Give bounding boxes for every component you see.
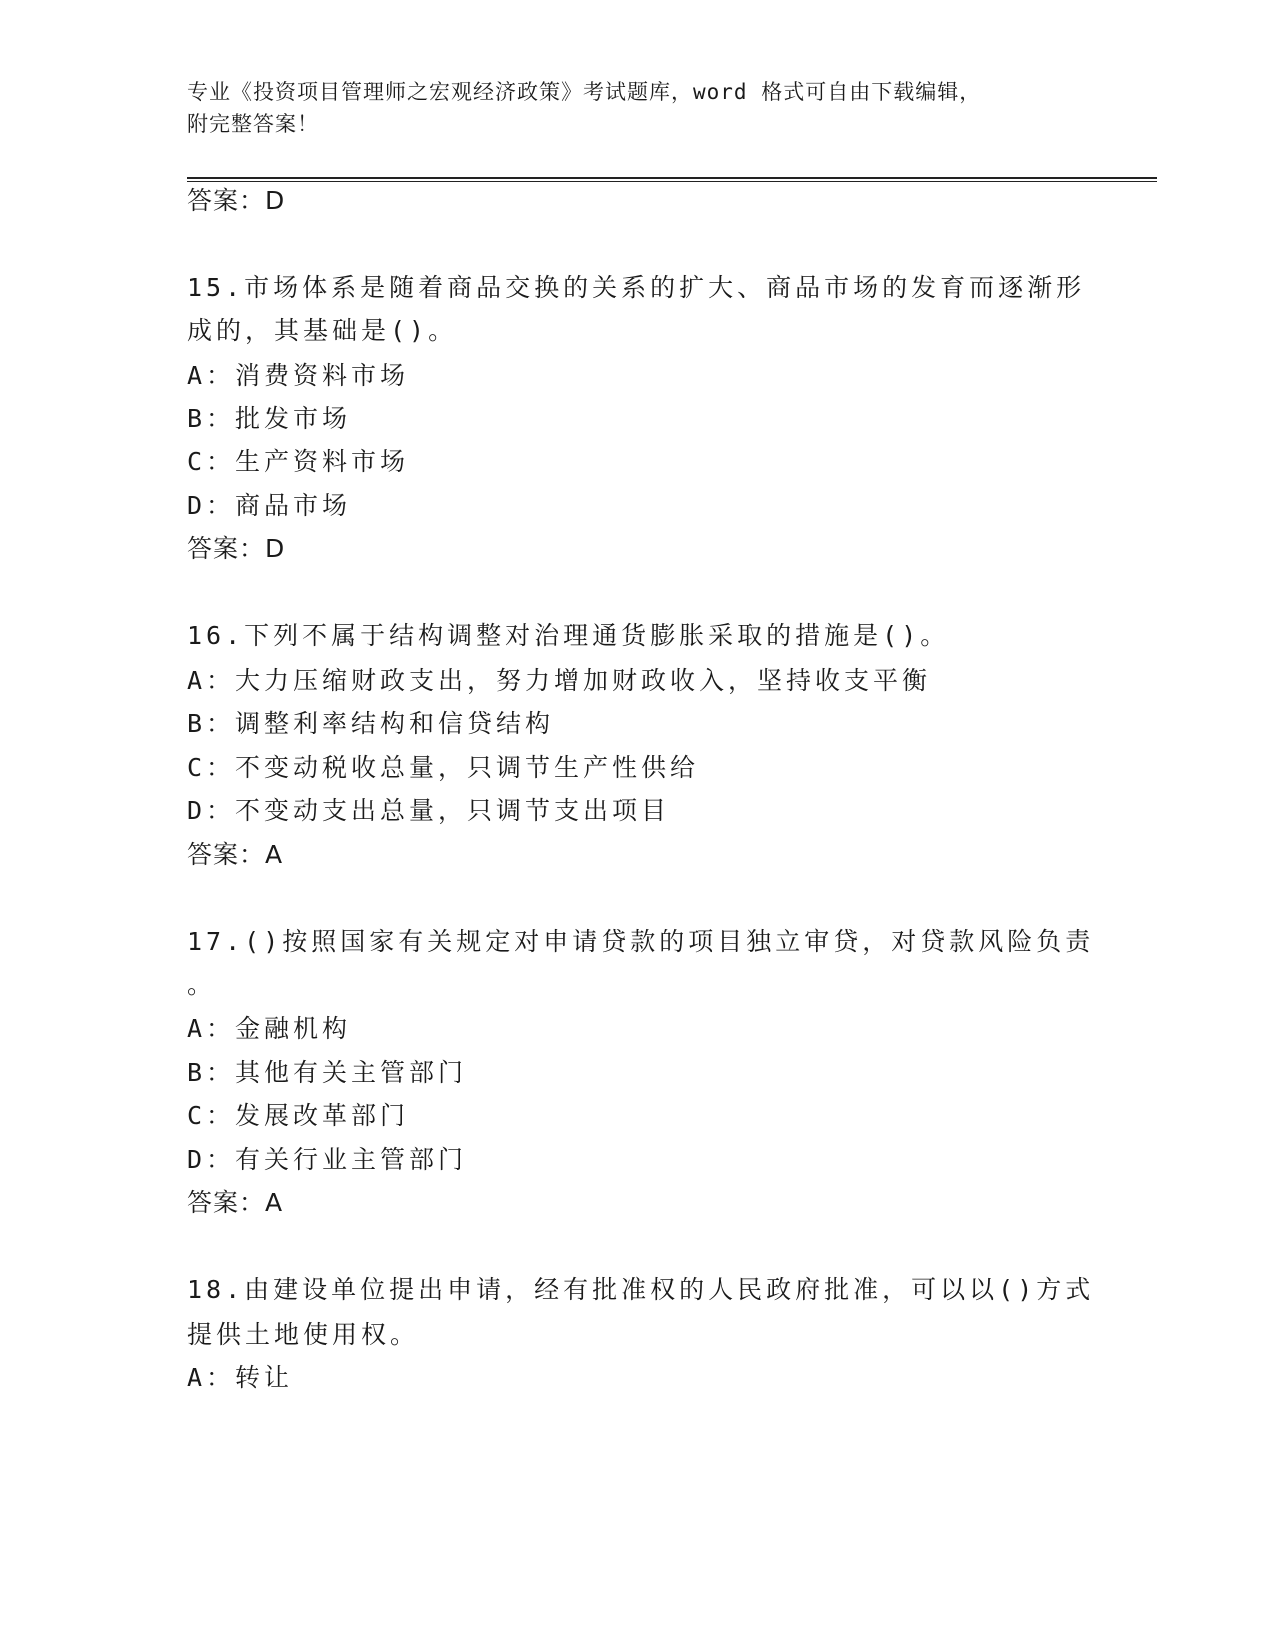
question-16-option-b: B：调整利率结构和信贷结构 (187, 709, 555, 738)
question-17-text: 。 (187, 970, 217, 999)
question-18-text: 18.由建设单位提出申请，经有批准权的人民政府批准，可以以()方式 (187, 1275, 1095, 1304)
question-15-text: 15.市场体系是随着商品交换的关系的扩大、商品市场的发育而逐渐形 (187, 273, 1086, 302)
question-16-option-a: A：大力压缩财政支出，努力增加财政收入，坚持收支平衡 (187, 666, 932, 695)
question-17-answer: 答案：A (187, 1188, 284, 1217)
question-15-option-b: B：批发市场 (187, 404, 352, 433)
question-16-text: 16.下列不属于结构调整对治理通货膨胀采取的措施是()。 (187, 621, 950, 650)
question-16-option-c: C：不变动税收总量，只调节生产性供给 (187, 753, 700, 782)
question-17-option-a: A：金融机构 (187, 1014, 352, 1043)
question-15-option-a: A：消费资料市场 (187, 361, 410, 390)
answer-label: 答案：D (187, 186, 286, 215)
document-page (187, 0, 1157, 1650)
question-16-option-d: D：不变动支出总量，只调节支出项目 (187, 796, 671, 825)
question-15-text: 成的，其基础是()。 (187, 316, 458, 345)
question-17-option-d: D：有关行业主管部门 (187, 1145, 468, 1174)
question-15-answer: 答案：D (187, 534, 286, 563)
question-18-text: 提供土地使用权。 (187, 1320, 420, 1349)
document-header (187, 76, 1067, 140)
question-15-option-d: D：商品市场 (187, 491, 352, 520)
header-line: 附完整答案！ (187, 112, 319, 136)
question-17-option-b: B：其他有关主管部门 (187, 1058, 468, 1087)
question-17-text: 17.()按照国家有关规定对申请贷款的项目独立审贷，对贷款风险负责 (187, 927, 1095, 956)
question-17-option-c: C：发展改革部门 (187, 1101, 410, 1130)
header-divider (187, 177, 1157, 182)
question-16-answer: 答案：A (187, 840, 284, 869)
header-line: 专业《投资项目管理师之宏观经济政策》考试题库，word 格式可自由下载编辑， (187, 80, 982, 104)
question-18-option-a: A：转让 (187, 1363, 294, 1392)
question-15-option-c: C：生产资料市场 (187, 447, 410, 476)
